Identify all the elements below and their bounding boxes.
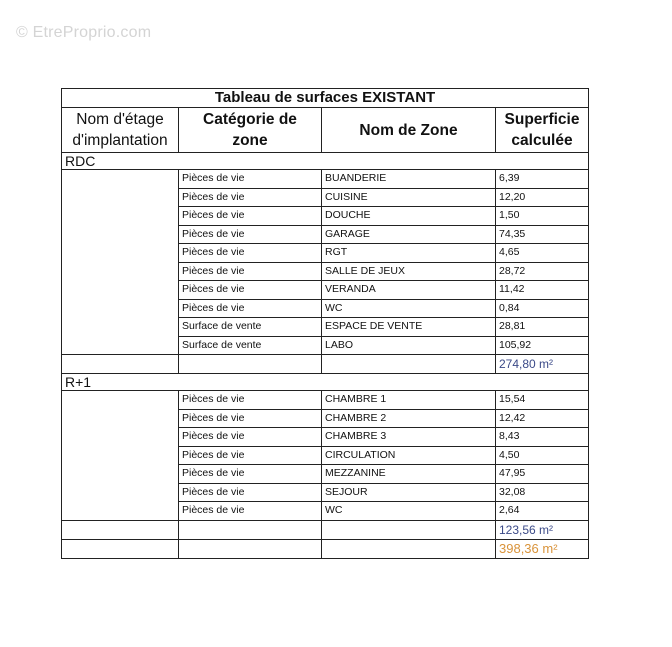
empty-cell (179, 520, 322, 539)
table-row (62, 465, 589, 484)
zone-cell: CHAMBRE 2 (322, 409, 496, 428)
empty-cell (62, 539, 179, 558)
header-zone-name: Nom de Zone (322, 108, 496, 153)
header-category (179, 108, 322, 153)
category-cell: Pièces de vie (179, 281, 322, 300)
area-cell: 74,35 (496, 225, 589, 244)
header-area (496, 108, 589, 153)
subtotal-cell: 123,56 m² (496, 520, 589, 539)
area-cell: 28,72 (496, 262, 589, 281)
table-row (62, 428, 589, 447)
header-area-line2: calculée (511, 132, 573, 149)
empty-cell (62, 355, 179, 374)
empty-cell (62, 262, 179, 281)
category-cell: Pièces de vie (179, 483, 322, 502)
zone-cell: SEJOUR (322, 483, 496, 502)
zone-cell: WC (322, 502, 496, 521)
total-cell: 398,36 m² (496, 539, 589, 558)
area-cell: 105,92 (496, 336, 589, 355)
level-row (62, 153, 589, 170)
category-cell: Pièces de vie (179, 428, 322, 447)
empty-cell (62, 299, 179, 318)
zone-cell: MEZZANINE (322, 465, 496, 484)
category-cell: Pièces de vie (179, 188, 322, 207)
table-row (62, 170, 589, 189)
category-cell: Surface de vente (179, 318, 322, 337)
table-row (62, 502, 589, 521)
area-cell: 0,84 (496, 299, 589, 318)
table-row (62, 188, 589, 207)
empty-cell (62, 244, 179, 263)
table-row (62, 207, 589, 226)
zone-cell: LABO (322, 336, 496, 355)
header-level-line2: d'implantation (72, 132, 168, 149)
empty-cell (62, 391, 179, 410)
zone-cell: WC (322, 299, 496, 318)
area-cell: 1,50 (496, 207, 589, 226)
area-cell: 28,81 (496, 318, 589, 337)
category-cell: Pièces de vie (179, 244, 322, 263)
header-row (62, 108, 589, 153)
empty-cell (62, 281, 179, 300)
category-cell: Pièces de vie (179, 446, 322, 465)
table-row (62, 225, 589, 244)
zone-cell: SALLE DE JEUX (322, 262, 496, 281)
empty-cell (62, 502, 179, 521)
level-label: RDC (62, 153, 589, 170)
area-cell: 8,43 (496, 428, 589, 447)
table-row (62, 299, 589, 318)
category-cell: Pièces de vie (179, 170, 322, 189)
category-cell: Pièces de vie (179, 391, 322, 410)
empty-cell (322, 539, 496, 558)
empty-cell (62, 483, 179, 502)
empty-cell (62, 225, 179, 244)
zone-cell: VERANDA (322, 281, 496, 300)
level-label: R+1 (62, 374, 589, 391)
empty-cell (62, 170, 179, 189)
empty-cell (62, 409, 179, 428)
area-cell: 2,64 (496, 502, 589, 521)
category-cell: Surface de vente (179, 336, 322, 355)
empty-cell (179, 355, 322, 374)
zone-cell: ESPACE DE VENTE (322, 318, 496, 337)
zone-cell: GARAGE (322, 225, 496, 244)
empty-cell (62, 465, 179, 484)
area-cell: 4,65 (496, 244, 589, 263)
category-cell: Pièces de vie (179, 262, 322, 281)
category-cell: Pièces de vie (179, 465, 322, 484)
area-cell: 32,08 (496, 483, 589, 502)
category-cell: Pièces de vie (179, 225, 322, 244)
category-cell: Pièces de vie (179, 207, 322, 226)
subtotal-row (62, 520, 589, 539)
area-cell: 6,39 (496, 170, 589, 189)
empty-cell (62, 318, 179, 337)
area-cell: 4,50 (496, 446, 589, 465)
zone-cell: BUANDERIE (322, 170, 496, 189)
table-row (62, 318, 589, 337)
table-row (62, 446, 589, 465)
zone-cell: CHAMBRE 3 (322, 428, 496, 447)
header-level (62, 108, 179, 153)
empty-cell (322, 355, 496, 374)
table-row (62, 336, 589, 355)
zone-cell: RGT (322, 244, 496, 263)
table-row (62, 391, 589, 410)
subtotal-row (62, 355, 589, 374)
category-cell: Pièces de vie (179, 502, 322, 521)
empty-cell (62, 520, 179, 539)
header-category-line2: zone (232, 132, 268, 149)
area-cell: 12,20 (496, 188, 589, 207)
level-row (62, 374, 589, 391)
table-row (62, 262, 589, 281)
zone-cell: CIRCULATION (322, 446, 496, 465)
header-area-line1: Superficie (504, 111, 580, 128)
total-row (62, 539, 589, 558)
zone-cell: CUISINE (322, 188, 496, 207)
empty-cell (62, 446, 179, 465)
area-cell: 47,95 (496, 465, 589, 484)
empty-cell (62, 336, 179, 355)
header-category-line1: Catégorie de (203, 111, 297, 128)
category-cell: Pièces de vie (179, 409, 322, 428)
area-cell: 15,54 (496, 391, 589, 410)
empty-cell (322, 520, 496, 539)
subtotal-cell: 274,80 m² (496, 355, 589, 374)
surface-table (61, 88, 589, 559)
category-cell: Pièces de vie (179, 299, 322, 318)
empty-cell (62, 428, 179, 447)
table-title-row (62, 89, 589, 108)
watermark: © EtreProprio.com (16, 24, 152, 41)
zone-cell: CHAMBRE 1 (322, 391, 496, 410)
table-row (62, 244, 589, 263)
table-row (62, 409, 589, 428)
area-cell: 12,42 (496, 409, 589, 428)
empty-cell (179, 539, 322, 558)
empty-cell (62, 207, 179, 226)
zone-cell: DOUCHE (322, 207, 496, 226)
table-row (62, 281, 589, 300)
header-level-line1: Nom d'étage (76, 111, 164, 128)
empty-cell (62, 188, 179, 207)
area-cell: 11,42 (496, 281, 589, 300)
table-title: Tableau de surfaces EXISTANT (62, 89, 589, 108)
table-row (62, 483, 589, 502)
